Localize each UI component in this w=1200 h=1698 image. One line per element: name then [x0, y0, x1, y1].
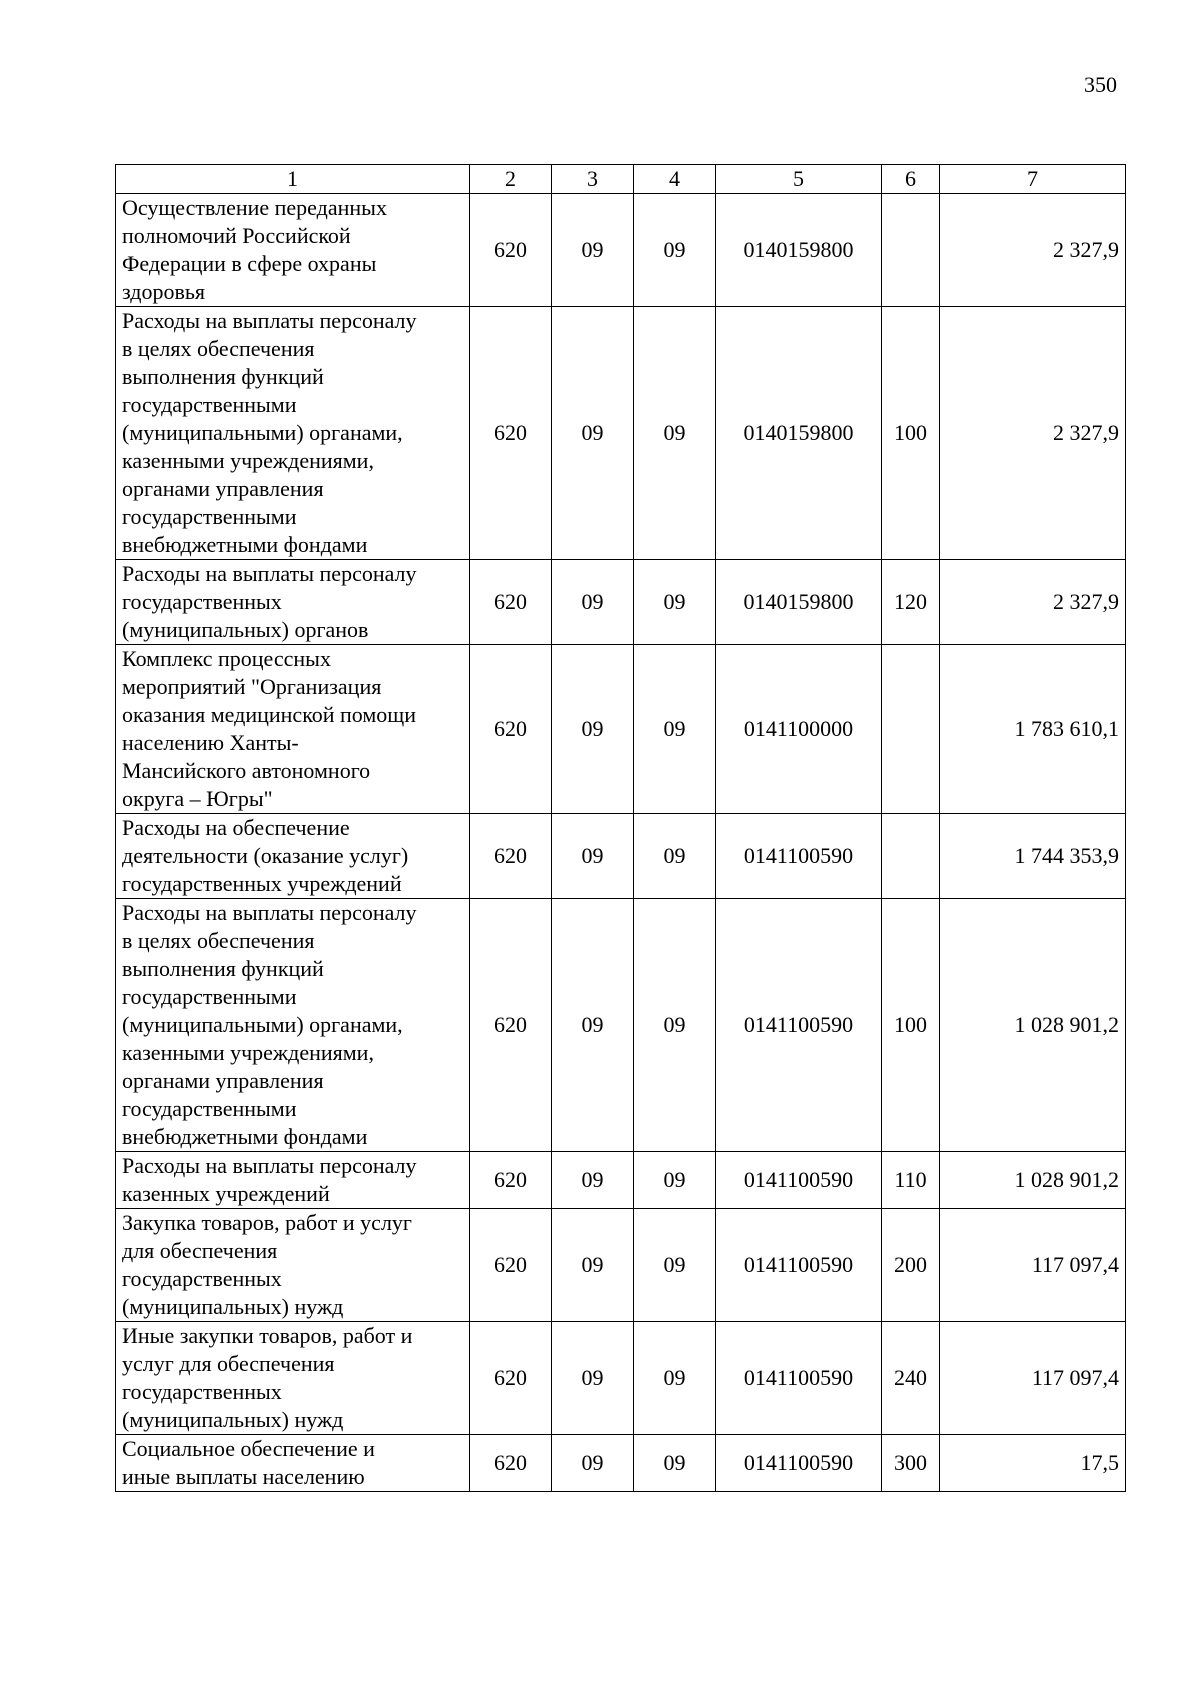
cell-amount: 2 327,9 — [940, 560, 1126, 645]
cell-name-line: округа – Югры" — [122, 786, 273, 811]
cell-name-line: Социальное обеспечение и — [122, 1436, 375, 1461]
cell-name-line: выполнения функций — [122, 956, 324, 981]
header-col-5: 5 — [716, 165, 882, 194]
cell-expense-type: 120 — [882, 560, 940, 645]
cell-name — [116, 1435, 470, 1492]
cell-grbs: 620 — [470, 194, 552, 307]
cell-name-line: государственными — [122, 504, 297, 529]
cell-section: 09 — [552, 194, 634, 307]
page-number: 350 — [1084, 72, 1117, 97]
cell-name — [116, 1322, 470, 1435]
cell-name-line: внебюджетными фондами — [122, 532, 368, 557]
cell-section: 09 — [552, 814, 634, 899]
header-col-4: 4 — [634, 165, 716, 194]
cell-name-line: Расходы на обеспечение — [122, 815, 350, 840]
cell-name-line: государственных — [122, 1379, 282, 1404]
table-row — [116, 899, 1126, 1152]
cell-grbs: 620 — [470, 307, 552, 560]
cell-name-line: Расходы на выплаты персоналу — [122, 1153, 417, 1178]
cell-subsection: 09 — [634, 899, 716, 1152]
cell-expense-type: 240 — [882, 1322, 940, 1435]
cell-name-line: оказания медицинской помощи — [122, 702, 417, 727]
cell-name-line: казенных учреждений — [122, 1181, 330, 1206]
cell-name-line: полномочий Российской — [122, 223, 351, 248]
cell-section: 09 — [552, 645, 634, 814]
cell-name-line: услуг для обеспечения — [122, 1351, 335, 1376]
cell-amount: 117 097,4 — [940, 1322, 1126, 1435]
cell-subsection: 09 — [634, 307, 716, 560]
cell-name-line: мероприятий "Организация — [122, 674, 382, 699]
table-row — [116, 1322, 1126, 1435]
table-row — [116, 560, 1126, 645]
cell-name-line: населению Ханты- — [122, 730, 299, 755]
cell-grbs: 620 — [470, 1209, 552, 1322]
cell-name-line: (муниципальных) нужд — [122, 1407, 344, 1432]
cell-name-line: Комплекс процессных — [122, 646, 331, 671]
cell-amount: 2 327,9 — [940, 194, 1126, 307]
cell-subsection: 09 — [634, 814, 716, 899]
cell-subsection: 09 — [634, 560, 716, 645]
cell-amount: 1 783 610,1 — [940, 645, 1126, 814]
cell-section: 09 — [552, 1435, 634, 1492]
budget-table — [115, 164, 1126, 1492]
cell-target-article: 0140159800 — [716, 560, 882, 645]
cell-name-line: Мансийского автономного — [122, 758, 371, 783]
header-col-2: 2 — [470, 165, 552, 194]
cell-amount: 117 097,4 — [940, 1209, 1126, 1322]
table-row — [116, 1209, 1126, 1322]
table-row — [116, 194, 1126, 307]
cell-expense-type: 300 — [882, 1435, 940, 1492]
cell-grbs: 620 — [470, 645, 552, 814]
cell-name-line: казенными учреждениями, — [122, 1040, 374, 1065]
cell-expense-type — [882, 645, 940, 814]
cell-amount: 1 028 901,2 — [940, 899, 1126, 1152]
table-row — [116, 645, 1126, 814]
cell-grbs: 620 — [470, 560, 552, 645]
cell-name — [116, 899, 470, 1152]
table-row — [116, 814, 1126, 899]
cell-name — [116, 194, 470, 307]
cell-name-line: Федерации в сфере охраны — [122, 251, 377, 276]
cell-target-article: 0141100590 — [716, 1435, 882, 1492]
cell-section: 09 — [552, 560, 634, 645]
cell-name-line: деятельности (оказание услуг) — [122, 843, 409, 868]
cell-target-article: 0141100590 — [716, 814, 882, 899]
cell-expense-type: 200 — [882, 1209, 940, 1322]
cell-grbs: 620 — [470, 1322, 552, 1435]
cell-subsection: 09 — [634, 645, 716, 814]
cell-name-line: государственными — [122, 984, 297, 1009]
cell-name-line: Расходы на выплаты персоналу — [122, 308, 417, 333]
cell-section: 09 — [552, 307, 634, 560]
cell-grbs: 620 — [470, 814, 552, 899]
cell-amount: 2 327,9 — [940, 307, 1126, 560]
cell-grbs: 620 — [470, 899, 552, 1152]
cell-name-line: органами управления — [122, 476, 324, 501]
cell-amount: 17,5 — [940, 1435, 1126, 1492]
cell-subsection: 09 — [634, 1209, 716, 1322]
table-row — [116, 307, 1126, 560]
cell-name-line: (муниципальными) органами, — [122, 1012, 403, 1037]
cell-target-article: 0140159800 — [716, 194, 882, 307]
cell-name-line: государственными — [122, 1096, 297, 1121]
cell-section: 09 — [552, 899, 634, 1152]
cell-subsection: 09 — [634, 1435, 716, 1492]
cell-name-line: государственных учреждений — [122, 871, 402, 896]
cell-name-line: для обеспечения — [122, 1238, 278, 1263]
cell-name-line: Иные закупки товаров, работ и — [122, 1323, 413, 1348]
cell-name-line: Осуществление переданных — [122, 195, 387, 220]
cell-name-line: в целях обеспечения — [122, 336, 315, 361]
cell-name — [116, 1152, 470, 1209]
cell-name — [116, 560, 470, 645]
cell-target-article: 0141100590 — [716, 1322, 882, 1435]
cell-target-article: 0141100590 — [716, 1152, 882, 1209]
cell-target-article: 0141100000 — [716, 645, 882, 814]
cell-target-article: 0141100590 — [716, 899, 882, 1152]
cell-subsection: 09 — [634, 1322, 716, 1435]
cell-name-line: иные выплаты населению — [122, 1464, 365, 1489]
cell-section: 09 — [552, 1209, 634, 1322]
cell-amount: 1 744 353,9 — [940, 814, 1126, 899]
cell-section: 09 — [552, 1322, 634, 1435]
cell-name — [116, 1209, 470, 1322]
cell-name-line: Расходы на выплаты персоналу — [122, 900, 417, 925]
cell-amount: 1 028 901,2 — [940, 1152, 1126, 1209]
header-col-3: 3 — [552, 165, 634, 194]
header-col-6: 6 — [882, 165, 940, 194]
header-row — [116, 165, 1126, 194]
cell-name-line: (муниципальными) органами, — [122, 420, 403, 445]
cell-name-line: внебюджетными фондами — [122, 1124, 368, 1149]
cell-name-line: органами управления — [122, 1068, 324, 1093]
table-body — [116, 194, 1126, 1492]
cell-section: 09 — [552, 1152, 634, 1209]
cell-grbs: 620 — [470, 1152, 552, 1209]
cell-subsection: 09 — [634, 1152, 716, 1209]
header-col-1: 1 — [116, 165, 470, 194]
cell-name-line: Закупка товаров, работ и услуг — [122, 1210, 412, 1235]
cell-expense-type — [882, 194, 940, 307]
cell-name-line: выполнения функций — [122, 364, 324, 389]
cell-name-line: государственных — [122, 589, 282, 614]
cell-name — [116, 814, 470, 899]
cell-expense-type: 100 — [882, 307, 940, 560]
cell-grbs: 620 — [470, 1435, 552, 1492]
table-row — [116, 1152, 1126, 1209]
header-col-7: 7 — [940, 165, 1126, 194]
cell-name-line: государственными — [122, 392, 297, 417]
cell-name-line: Расходы на выплаты персоналу — [122, 561, 417, 586]
cell-target-article: 0140159800 — [716, 307, 882, 560]
cell-name-line: (муниципальных) нужд — [122, 1294, 344, 1319]
cell-name — [116, 307, 470, 560]
cell-name — [116, 645, 470, 814]
cell-expense-type: 100 — [882, 899, 940, 1152]
cell-name-line: государственных — [122, 1266, 282, 1291]
cell-name-line: здоровья — [122, 279, 206, 304]
table-row — [116, 1435, 1126, 1492]
cell-subsection: 09 — [634, 194, 716, 307]
cell-name-line: казенными учреждениями, — [122, 448, 374, 473]
cell-name-line: в целях обеспечения — [122, 928, 315, 953]
cell-target-article: 0141100590 — [716, 1209, 882, 1322]
cell-expense-type — [882, 814, 940, 899]
cell-expense-type: 110 — [882, 1152, 940, 1209]
cell-name-line: (муниципальных) органов — [122, 617, 369, 642]
